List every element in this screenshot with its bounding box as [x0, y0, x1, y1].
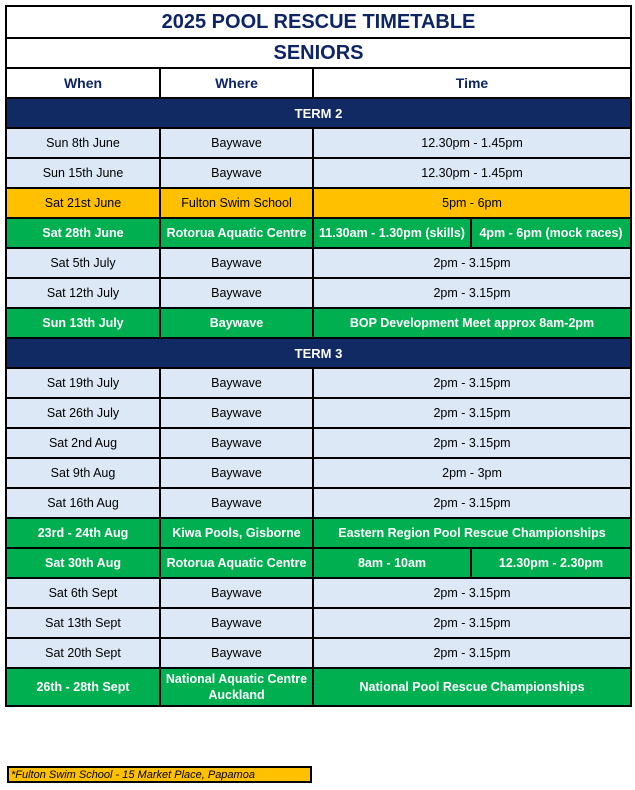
time-cell: 12.30pm - 1.45pm	[313, 128, 631, 158]
page-title: 2025 POOL RESCUE TIMETABLE	[6, 6, 631, 38]
table-row	[6, 458, 631, 488]
where-cell: Baywave	[160, 308, 313, 338]
table-row	[6, 518, 631, 548]
table-row	[6, 158, 631, 188]
when-cell: Sat 13th Sept	[6, 608, 160, 638]
timetable	[5, 5, 632, 707]
column-header-where: Where	[160, 68, 313, 98]
table-row	[6, 128, 631, 158]
term-label: TERM 2	[6, 98, 631, 128]
time-cell: 11.30am - 1.30pm (skills)	[313, 218, 471, 248]
table-row	[6, 428, 631, 458]
when-cell: Sat 30th Aug	[6, 548, 160, 578]
time-cell: 2pm - 3.15pm	[313, 248, 631, 278]
time-cell: BOP Development Meet approx 8am-2pm	[313, 308, 631, 338]
where-cell: Baywave	[160, 578, 313, 608]
where-cell: Baywave	[160, 458, 313, 488]
table-row	[6, 578, 631, 608]
time-cell: 2pm - 3.15pm	[313, 278, 631, 308]
table-row	[6, 608, 631, 638]
where-cell: Baywave	[160, 638, 313, 668]
when-cell: Sat 16th Aug	[6, 488, 160, 518]
when-cell: 23rd - 24th Aug	[6, 518, 160, 548]
where-cell: Baywave	[160, 278, 313, 308]
time-cell: 2pm - 3.15pm	[313, 398, 631, 428]
table-row	[6, 188, 631, 218]
table-row	[6, 248, 631, 278]
when-cell: Sun 8th June	[6, 128, 160, 158]
when-cell: Sat 20th Sept	[6, 638, 160, 668]
when-cell: Sun 13th July	[6, 308, 160, 338]
when-cell: Sat 2nd Aug	[6, 428, 160, 458]
when-cell: 26th - 28th Sept	[6, 668, 160, 706]
table-row	[6, 638, 631, 668]
column-header-time: Time	[313, 68, 631, 98]
table-row	[6, 548, 631, 578]
where-cell: Baywave	[160, 428, 313, 458]
time-cell: 2pm - 3.15pm	[313, 368, 631, 398]
time-cell: 2pm - 3.15pm	[313, 638, 631, 668]
time-cell: National Pool Rescue Championships	[313, 668, 631, 706]
footnote: *Fulton Swim School - 15 Market Place, Papamoa	[7, 766, 312, 783]
when-cell: Sun 15th June	[6, 158, 160, 188]
when-cell: Sat 21st June	[6, 188, 160, 218]
where-cell: Baywave	[160, 128, 313, 158]
column-header-when: When	[6, 68, 160, 98]
where-cell: Baywave	[160, 488, 313, 518]
time-cell: 2pm - 3pm	[313, 458, 631, 488]
time-cell: 8am - 10am	[313, 548, 471, 578]
where-cell: Baywave	[160, 158, 313, 188]
table-row	[6, 398, 631, 428]
table-row	[6, 308, 631, 338]
when-cell: Sat 6th Sept	[6, 578, 160, 608]
time-cell: 5pm - 6pm	[313, 188, 631, 218]
term-header-row	[6, 338, 631, 368]
when-cell: Sat 12th July	[6, 278, 160, 308]
table-row	[6, 278, 631, 308]
when-cell: Sat 9th Aug	[6, 458, 160, 488]
where-cell: Fulton Swim School	[160, 188, 313, 218]
when-cell: Sat 28th June	[6, 218, 160, 248]
where-cell: Baywave	[160, 368, 313, 398]
when-cell: Sat 26th July	[6, 398, 160, 428]
where-cell: Baywave	[160, 608, 313, 638]
time-cell-second: 4pm - 6pm (mock races)	[471, 218, 631, 248]
time-cell: 2pm - 3.15pm	[313, 578, 631, 608]
where-cell: Rotorua Aquatic Centre	[160, 548, 313, 578]
where-cell: Kiwa Pools, Gisborne	[160, 518, 313, 548]
where-cell: Baywave	[160, 248, 313, 278]
time-cell: 12.30pm - 1.45pm	[313, 158, 631, 188]
table-row	[6, 668, 631, 706]
time-cell: 2pm - 3.15pm	[313, 428, 631, 458]
time-cell: Eastern Region Pool Rescue Championships	[313, 518, 631, 548]
page-subtitle: SENIORS	[6, 38, 631, 68]
table-row	[6, 488, 631, 518]
time-cell: 2pm - 3.15pm	[313, 488, 631, 518]
time-cell-second: 12.30pm - 2.30pm	[471, 548, 631, 578]
table-row	[6, 218, 631, 248]
term-label: TERM 3	[6, 338, 631, 368]
where-cell: National Aquatic Centre Auckland	[160, 668, 313, 706]
when-cell: Sat 5th July	[6, 248, 160, 278]
term-header-row	[6, 98, 631, 128]
where-cell: Baywave	[160, 398, 313, 428]
timetable-sheet	[5, 5, 630, 707]
where-cell: Rotorua Aquatic Centre	[160, 218, 313, 248]
time-cell: 2pm - 3.15pm	[313, 608, 631, 638]
when-cell: Sat 19th July	[6, 368, 160, 398]
table-row	[6, 368, 631, 398]
